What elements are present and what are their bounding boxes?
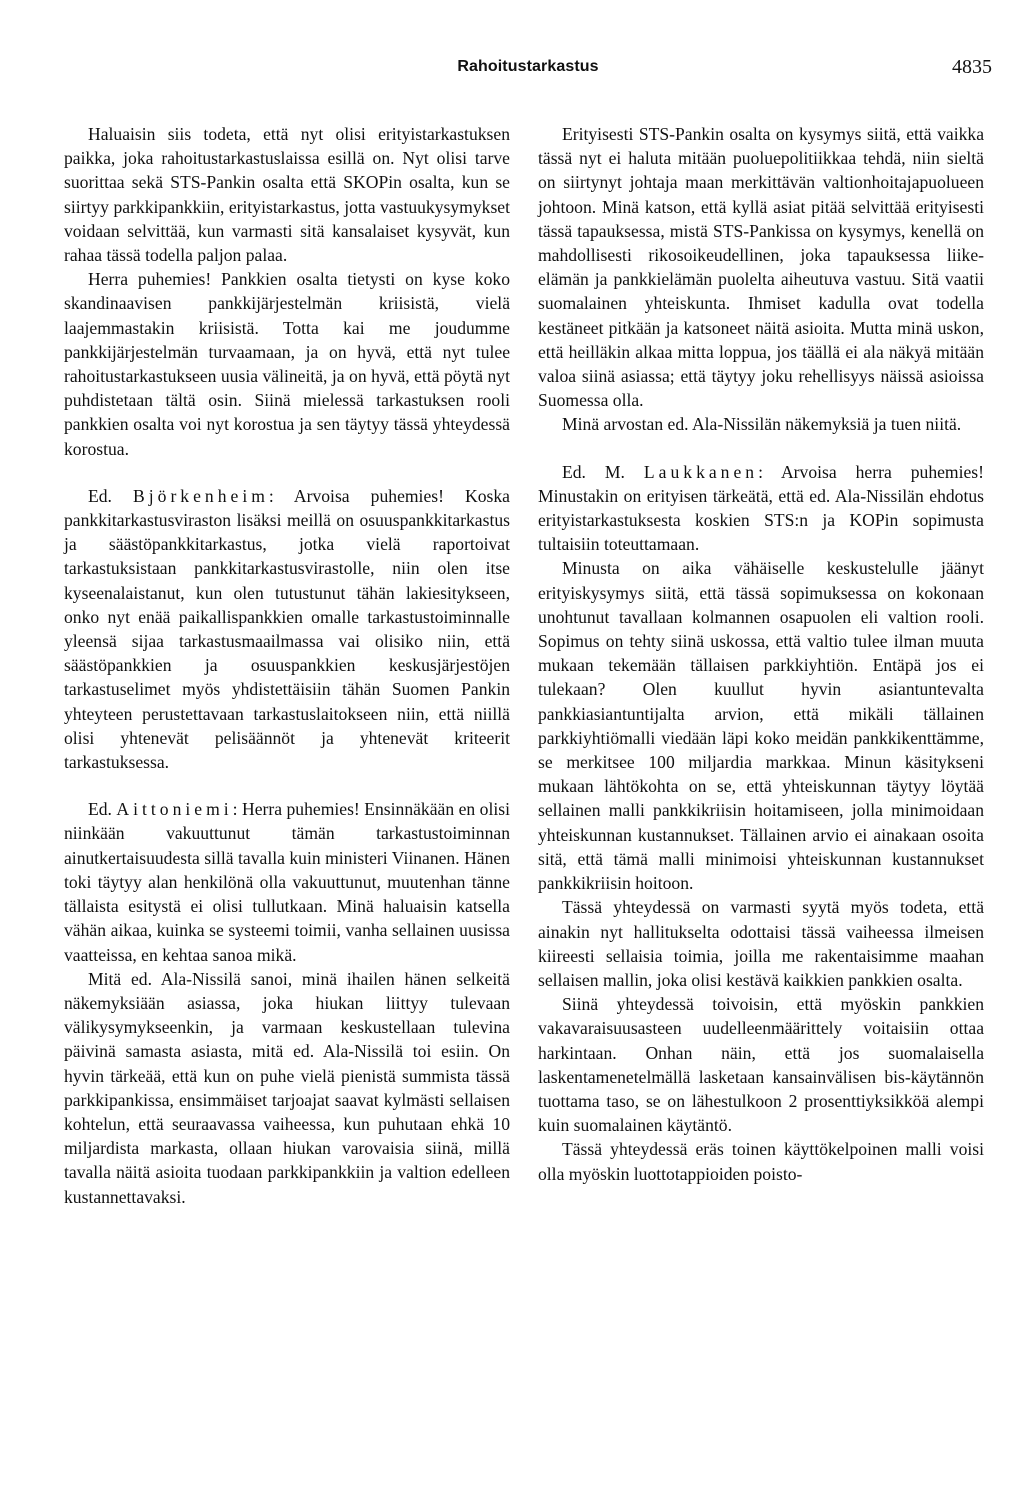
speech-text: : Arvoisa herra puhemies! Minustakin on erityisen tärkeätä, että ed. Ala-Nissilän ehdotus erityistarkastuksesta koskien STS:n ja KOPin sopimusta tultaisiin toteuttamaan. <box>538 461 985 555</box>
paragraph: Mitä ed. Ala-Nissilä sanoi, minä ihailen hänen selkeitä näkemyksiään asiassa, joka hiukan liittyy tulevaan välikysymykseenkin, ja varmaan keskustellaan tulevina päivinä samasta asiasta, mitä ed. Ala-Nissilä toi esiin. On hyvin tärkeää, että kun on puhe vielä pienistä summista tässä parkkipankissa, ensimmäiset tarjoajat saavat kylmästi sellaisen kohtelun, että seuraavassa vaiheessa, kun puhutaan ehkä 10 miljardista markasta, ollaan hiukan varovaisia siinä, millä tavalla näitä asioita tuodaan parkkipankkiin ja valtion edelleen kustannettavaksi. <box>64 968 510 1207</box>
speech <box>64 484 510 774</box>
paragraph: Haluaisin siis todeta, että nyt olisi erityistarkastuksen paikka, joka rahoitustarkastuslaissa esillä on. Nyt olisi tarve suorittaa sekä STS-Pankin osalta että SKOPin osalta, kun se siirtyy parkkipankkiin, erityistarkastus, jotta vastuukysymykset voidaan selvittää, kun varmasti sitä kansalaiset kysyvät, kun rahaa tässä todella paljon palaa. <box>64 124 510 266</box>
speaker-name: Laukkanen <box>643 461 759 482</box>
speaker-prefix: Ed. <box>88 485 112 506</box>
paragraph: Tässä yhteydessä eräs toinen käyttökelpoinen malli voisi olla myöskin luottotappioiden poisto- <box>538 1139 984 1184</box>
paragraph: Minusta on aika vähäiselle keskustelulle jäänyt erityiskysymys siitä, että tässä sopimuksessa on kokonaan unohtunut tavallaan kolmannen osapuolen eli valtion rooli. Sopimus on tehty siinä uskossa, että valtio tulee ilman muuta mukaan tekemään tällaisen parkkiyhtiön. Entäpä jos ei tulekaan? Olen kuullut hyvin asiantuntevalta pankkiasiantuntijalta arvion, että mikäli tällainen parkkiyhtiömalli viedään läpi koko meidän pankkikenttämme, se merkitsee 100 miljardia markkaa. Minun käsitykseni mukaan lähtökohta on se, että yhteiskunnan täytyy löytää sellainen malli pankkikriisin hoitamiseen, jolla minimoidaan yhteiskunnan kustannukset. Tällainen arvio ei ainakaan osoita sitä, että tämä malli minimoisi yhteiskunnan kustannukset pankkikriisin hoitoon. <box>538 558 984 894</box>
page-header <box>64 58 992 88</box>
running-head: Rahoitustarkastus <box>457 58 599 75</box>
left-column <box>64 122 510 1209</box>
speaker-name: Björkenheim <box>133 485 269 506</box>
paragraph: Erityisesti STS-Pankin osalta on kysymys siitä, että vaikka tässä nyt ei haluta mitään puoluepolitiikkaa tehdä, niin sieltä on siirtynyt johtaja maan merkittävän valtionhoitajapuolueen johtoon. Minä katson, että kyllä asiat pitää selvittää erityisesti tässä tapauksessa, mistä STS-Pankissa on kysymys, kenellä on mahdollisesti rikosoikeudellinen, joka tapauksessa liike-elämän ja pankkielämän puolelta aiheutuva vastuu. Sitä vaatii suomalainen yhteiskunta. Ihmiset kadulla ovat todella kestäneet pitkään ja katsoneet näitä asioita. Mutta minä uskon, että heilläkin alkaa mitta loppua, jos täällä ei ala näkyä mitään valoa siinä asiassa; että täytyy joku rehellisyys näissä asioissa Suomessa olla. <box>538 124 984 411</box>
speech-text: : Arvoisa puhemies! Koska pankkitarkastusviraston lisäksi meillä on osuuspankkitarkastus ja säästöpankkitarkastus, jotka vielä raportoivat tarkastuksistaan pankkitarkastusvirastolle, niin olen itse kyseenalaistanut, kun olen tutustunut tähän lakiesitykseen, onko nyt enää paikallispankkien omalle tarkastustoiminnalle yleensä sijaa tarkastusmaailmassa vai olisiko niin, että säästöpankkien ja osuuspankkien keskusjärjestöjen tarkastuselimet myös yhdistettäisiin tähän Suomen Pankin yhteyteen perustettavaan tarkastuslaitokseen niin, että niillä olisi yhtenevät pelisäännöt ja yhtenevät kriteerit tarkastuksessa. <box>64 485 510 773</box>
paragraph: Herra puhemies! Pankkien osalta tietysti on kyse koko skandinaavisen pankkijärjestelmän kriisistä, vielä laajemmastakin kriisistä. Totta kai me joudumme pankkijärjestelmän turvaamaan, ja on hyvä, että nyt tulee rahoitustarkastukseen uusia välineitä, ja on hyvä, että pöytä nyt puhdistetaan tältä osin. Siinä mielessä tarkastuksen rooli pankkien osalta voi nyt korostua ja sen täytyy tässä yhteydessä korostua. <box>64 269 510 459</box>
paragraph: Siinä yhteydessä toivoisin, että myöskin pankkien vakavaraisuusasteen uudelleenmäärittely voitaisiin ottaa harkintaan. Onhan näin, että jos suomalaisella laskentamenetelmällä lasketaan kansainvälisen bis-käytännön tuottama taso, se on lähestulkoon 2 prosenttiyksikköä alempi kuin suomalainen käytäntö. <box>538 994 984 1136</box>
speech <box>538 460 984 557</box>
speech-text: : Herra puhemies! Ensinnäkään en olisi niinkään vakuuttunut tämän tarkastustoiminnan ainutkertaisuudesta sillä tavalla kuin ministeri Viinanen. Hänen toki täytyy alan henkilönä olla vakuuttunut, muutenhan tänne tällaista esitystä ei olisi tullutkaan. Minä haluaisin katsella vähän aikaa, kuinka se systeemi toimii, vanha sellainen uusissa vaatteissa, en kehtaa sanoa mikä. <box>64 799 510 965</box>
speaker-prefix: Ed. M. <box>562 461 625 482</box>
speaker-name: Aittoniemi <box>116 799 233 820</box>
speech <box>64 797 510 966</box>
paragraph: Tässä yhteydessä on varmasti syytä myös todeta, että ainakin nyt hallitukselta odottaisi tässä vaiheessa ilmeisen kiireesti sellaisia toimia, joilla me rakentaisimme maahan sellaisen mallin, joka olisi kestävä kaikkien pankkien osalta. <box>538 897 984 990</box>
page-number: 4835 <box>952 56 992 78</box>
paragraph: Minä arvostan ed. Ala-Nissilän näkemyksiä ja tuen niitä. <box>562 414 962 435</box>
speaker-prefix: Ed. <box>88 799 112 820</box>
right-column <box>538 122 984 1186</box>
